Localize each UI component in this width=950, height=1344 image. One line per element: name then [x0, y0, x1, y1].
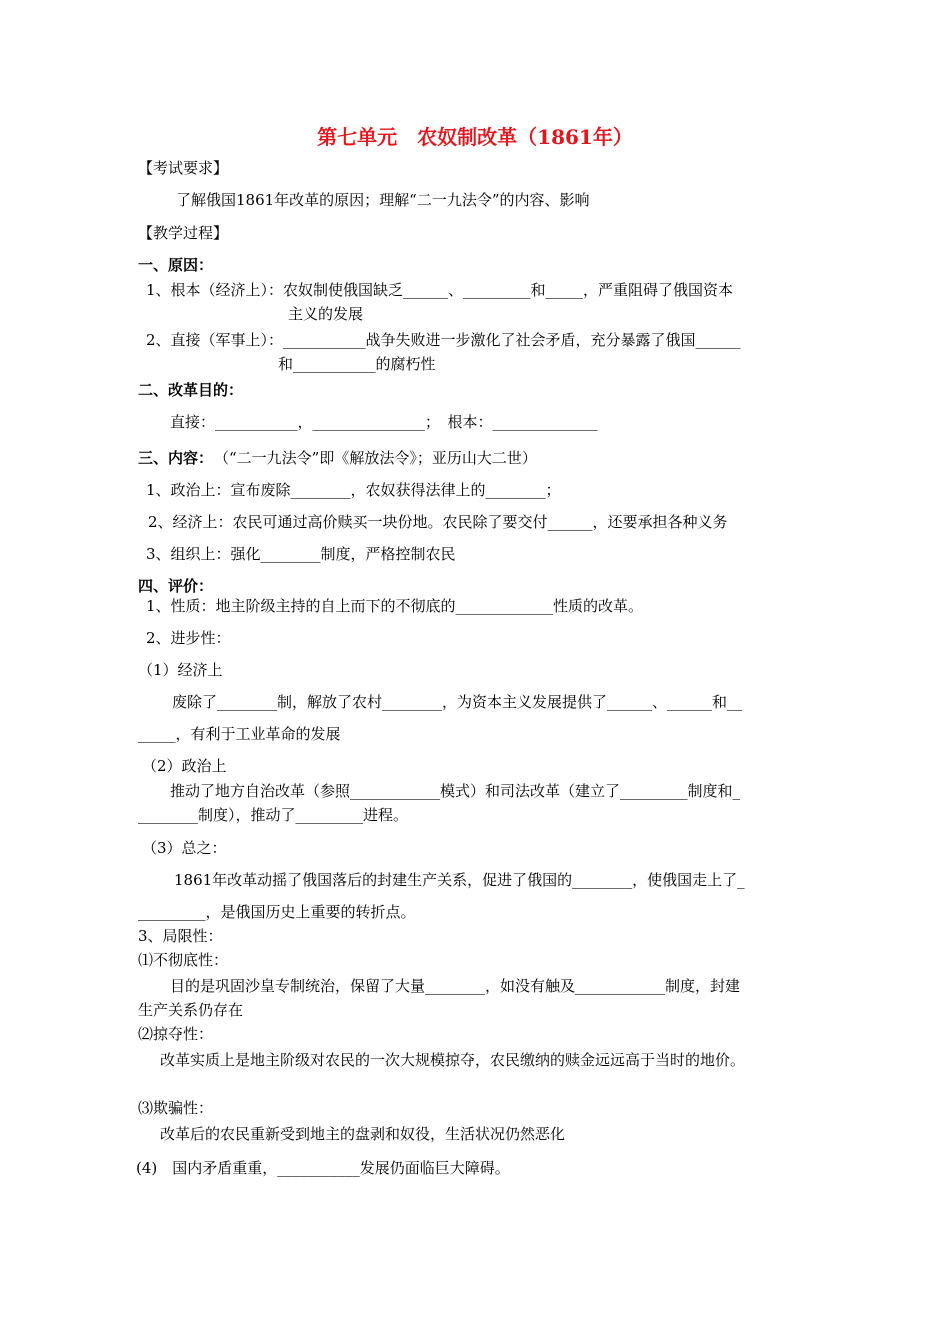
- progress-summary-line-2: _________，是俄国历史上重要的转折点。: [138, 903, 416, 921]
- limitation-2-text: 改革实质上是地主阶级对农民的一次大规模掠夺，农民缴纳的赎金远远高于当时的地价。: [160, 1051, 746, 1069]
- cause-2-line-2: 和___________的腐朽性: [278, 355, 436, 373]
- progress-political-line-1: 推动了地方自治改革（参照____________模式）和司法改革（建立了_________制度和_: [170, 782, 741, 800]
- limitation-1-line-2: 生产关系仍存在: [138, 1001, 244, 1019]
- progress-summary-heading: （3）总之：: [142, 839, 227, 857]
- content-note: （“二一九法令”即《解放法令》；亚历山大二世）: [214, 449, 537, 467]
- cause-1-line-2: 主义的发展: [288, 305, 364, 323]
- limitation-3-heading: ⑶欺骗性：: [138, 1099, 214, 1117]
- purpose-text: 直接：___________，_______________； 根本：______________: [170, 413, 598, 431]
- progress-political-heading: （2）政治上: [142, 757, 227, 775]
- progress-economic-line-1: 废除了________制，解放了农村________，为资本主义发展提供了______、______和__: [172, 693, 743, 711]
- limitation-1-line-1: 目的是巩固沙皇专制统治，保留了大量________，如没有触及____________制度，封建: [170, 977, 741, 995]
- heading-content: 三、内容：: [138, 449, 214, 467]
- cause-1-line-1: 1、根本（经济上）：农奴制使俄国缺乏______、_________和_____，严重阻碍了俄国资本: [146, 281, 734, 299]
- section-exam-requirements: 【考试要求】: [138, 159, 229, 177]
- content-political: 1、政治上：宣布废除________，农奴获得法律上的________；: [146, 481, 561, 499]
- heading-causes: 一、原因：: [138, 256, 214, 274]
- cause-2-line-1: 2、直接（军事上）：___________战争失败进一步激化了社会矛盾，充分暴露了俄国______: [146, 331, 741, 349]
- limitation-1-heading: ⑴不彻底性：: [138, 951, 229, 969]
- limitation-3-text: 改革后的农民重新受到地主的盘剥和奴役，生活状况仍然恶化: [160, 1125, 566, 1143]
- evaluation-progress: 2、进步性：: [146, 629, 231, 647]
- section-teaching-process: 【教学过程】: [138, 224, 229, 242]
- exam-requirements-text: 了解俄国1861年改革的原因；理解“二一九法令”的内容、影响: [176, 191, 590, 209]
- progress-economic-line-2: _____，有利于工业革命的发展: [138, 725, 341, 743]
- page-title: 第七单元 农奴制改革（1861年）: [317, 125, 633, 149]
- evaluation-nature: 1、性质：地主阶级主持的自上而下的不彻底的_____________性质的改革。: [146, 597, 644, 615]
- progress-economic-heading: （1）经济上: [138, 661, 223, 679]
- progress-political-line-2: ________制度），推动了_________进程。: [138, 806, 409, 824]
- content-organizational: 3、组织上：强化________制度，严格控制农民: [146, 545, 456, 563]
- evaluation-limitations: 3、局限性：: [138, 927, 223, 945]
- limitation-4-text: (4) 国内矛盾重重，___________发展仍面临巨大障碍。: [136, 1159, 510, 1177]
- progress-summary-line-1: 1861年改革动摇了俄国落后的封建生产关系，促进了俄国的________，使俄国走上了_: [174, 871, 745, 889]
- heading-evaluation: 四、评价：: [138, 577, 214, 595]
- heading-purpose: 二、改革目的：: [138, 381, 244, 399]
- content-economic: 2、经济上：农民可通过高价赎买一块份地。农民除了要交付______，还要承担各种义务: [148, 513, 728, 531]
- limitation-2-heading: ⑵掠夺性：: [138, 1025, 214, 1043]
